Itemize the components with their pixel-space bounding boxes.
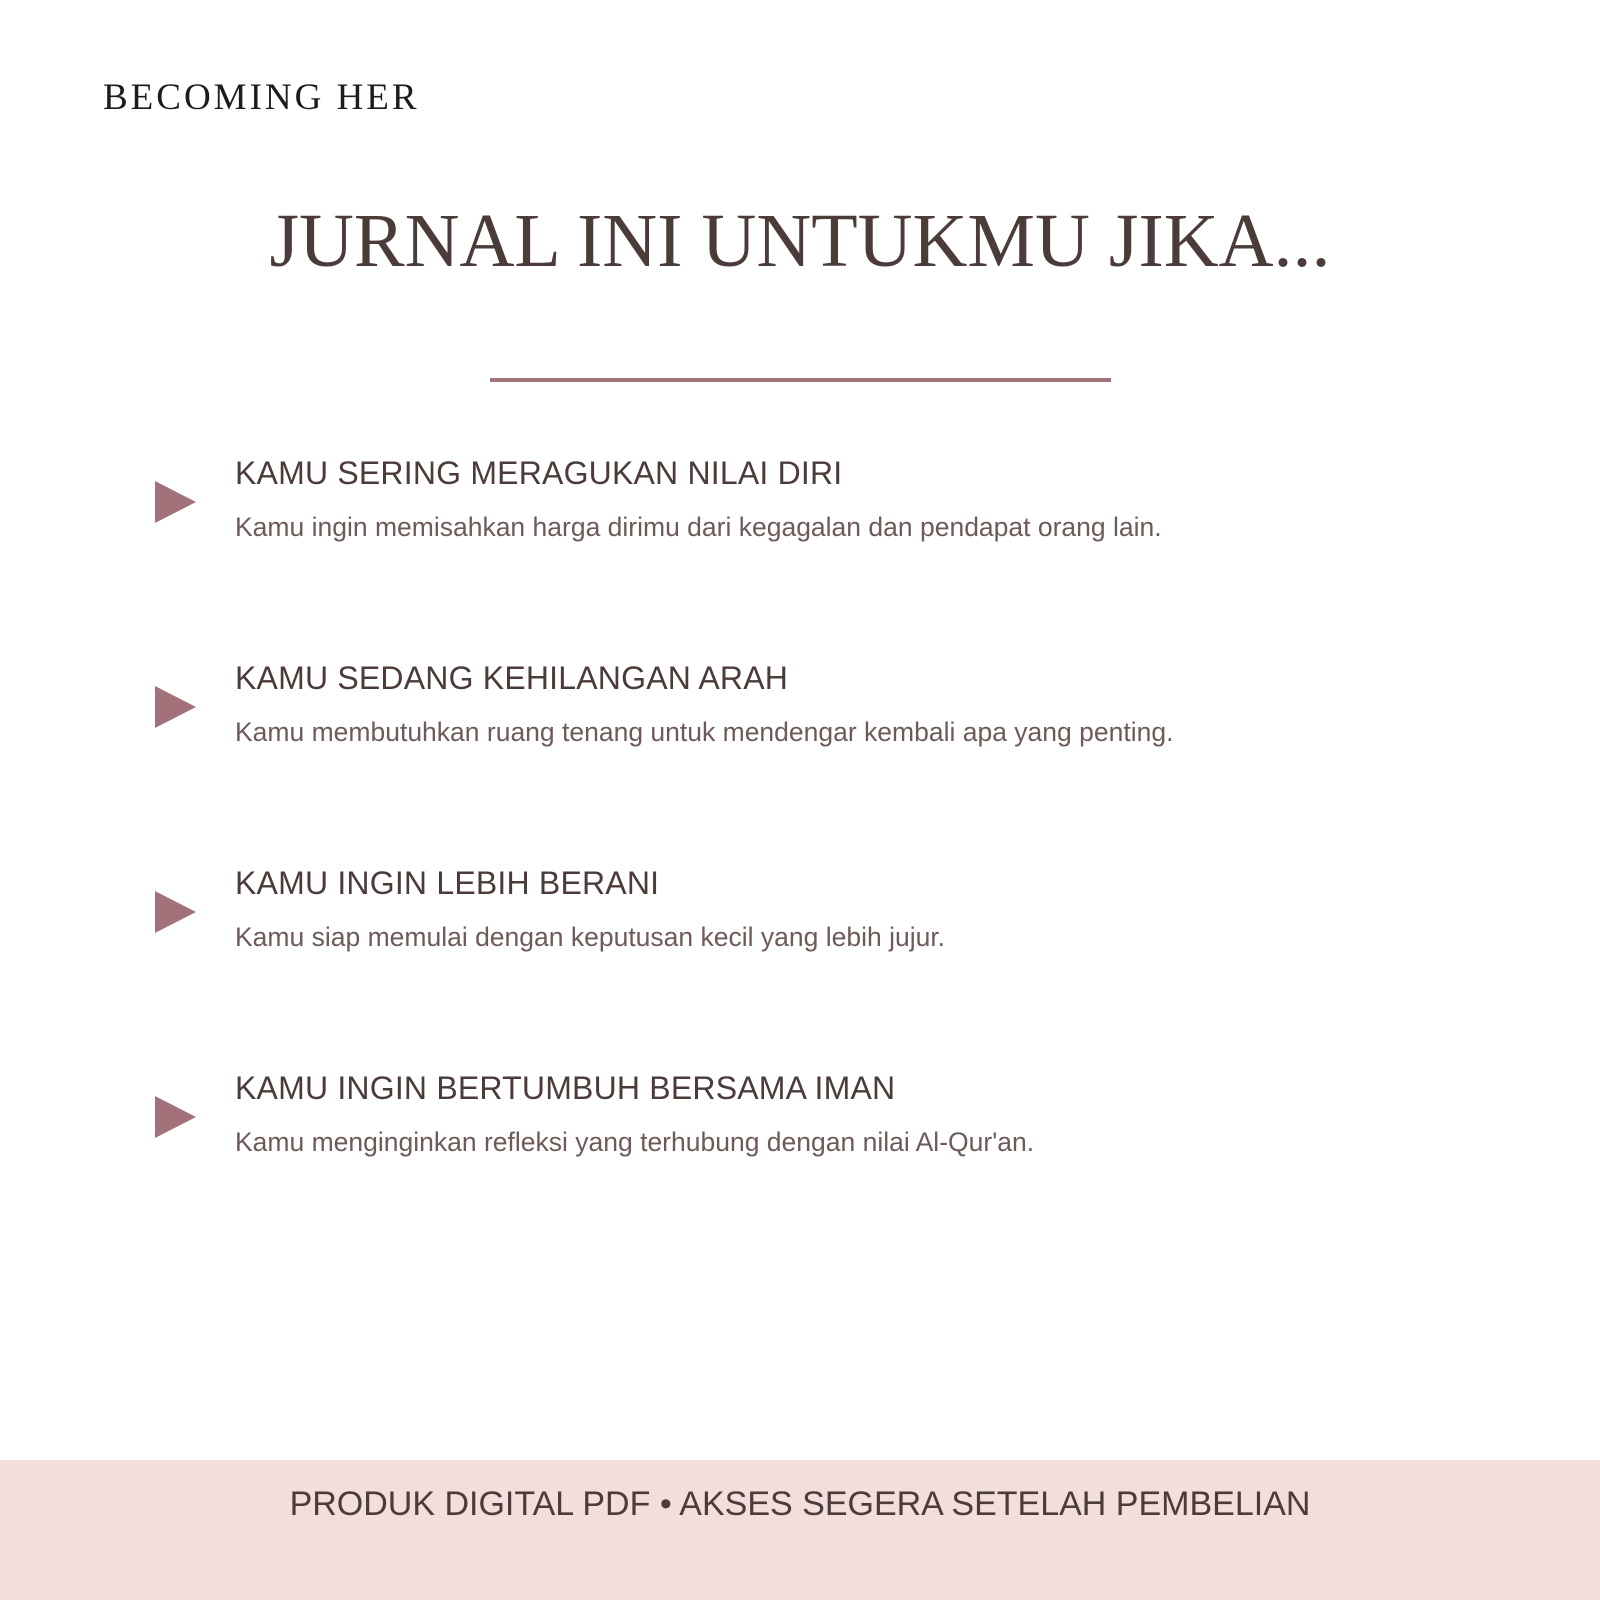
list-item <box>0 455 1600 585</box>
triangle-arrow-icon <box>155 481 196 523</box>
list-item <box>0 660 1600 790</box>
page-title: JURNAL INI UNTUKMU JIKA... <box>269 199 1331 283</box>
item-description: Kamu siap memulai dengan keputusan kecil yang lebih jujur. <box>235 922 946 952</box>
item-title: KAMU SEDANG KEHILANGAN ARAH <box>235 660 789 696</box>
triangle-arrow-icon <box>155 686 196 728</box>
footer-text: PRODUK DIGITAL PDF • AKSES SEGERA SETELAH PEMBELIAN <box>289 1485 1311 1523</box>
item-description: Kamu membutuhkan ruang tenang untuk mendengar kembali apa yang penting. <box>235 717 1174 747</box>
item-description: Kamu ingin memisahkan harga dirimu dari kegagalan dan pendapat orang lain. <box>235 512 1162 542</box>
triangle-arrow-icon <box>155 891 196 933</box>
item-title: KAMU INGIN LEBIH BERANI <box>235 865 660 901</box>
item-title: KAMU SERING MERAGUKAN NILAI DIRI <box>235 455 843 491</box>
footer-banner <box>0 1460 1600 1600</box>
list-item <box>0 1070 1600 1200</box>
brand-name: BECOMING HER <box>103 77 420 118</box>
triangle-arrow-icon <box>155 1096 196 1138</box>
title-divider <box>490 378 1111 382</box>
list-item <box>0 865 1600 995</box>
item-title: KAMU INGIN BERTUMBUH BERSAMA IMAN <box>235 1070 896 1106</box>
item-description: Kamu menginginkan refleksi yang terhubung dengan nilai Al-Qur'an. <box>235 1127 1035 1157</box>
